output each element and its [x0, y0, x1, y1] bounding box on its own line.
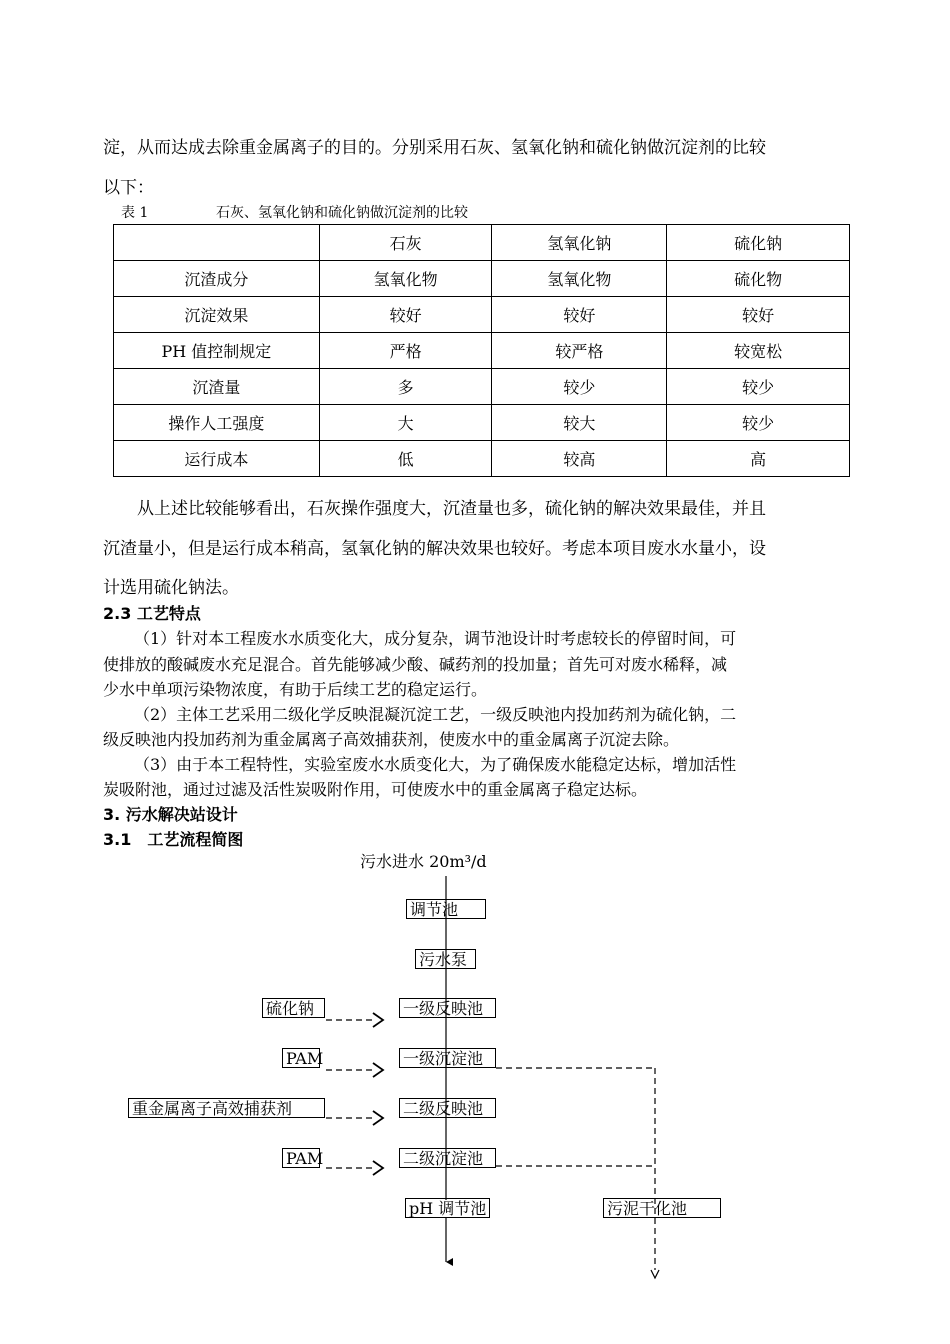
pump-box: 污水泵: [415, 949, 476, 969]
table-cell: 高: [667, 441, 850, 477]
item-1-line-1: （1）针对本工程废水水质变化大，成分复杂，调节池设计时考虑较长的停留时间，可: [134, 629, 737, 648]
table-row-label: 沉淀效果: [114, 297, 320, 333]
table-cell: 较少: [492, 369, 667, 405]
item-1-line-2: 使排放的酸碱废水充足混合。首先能够减少酸、碱药剂的投加量；首先可对废水稀释，减: [103, 655, 728, 674]
table-header-cell: 硫化钠: [667, 225, 850, 261]
conclusion-line-2: 沉渣量小，但是运行成本稍高，氢氧化钠的解决效果也较好。考虑本项目废水水量小，设: [103, 539, 766, 559]
table-row-label: 沉渣成分: [114, 261, 320, 297]
table-header-cell: 石灰: [319, 225, 492, 261]
table-cell: 硫化物: [667, 261, 850, 297]
adjust-tank-box: 调节池: [406, 899, 486, 919]
table-cell: 氢氧化物: [492, 261, 667, 297]
table-cell: 低: [319, 441, 492, 477]
conclusion-line-3: 计选用硫化钠法。: [103, 578, 239, 598]
dose-arrowhead-1: [373, 1013, 383, 1027]
table-cell: 较好: [319, 297, 492, 333]
table-cell: 较宽松: [667, 333, 850, 369]
table-row-label: PH 值控制规定: [114, 333, 320, 369]
item-3-line-1: （3）由于本工程特性，实验室废水水质变化大，为了确保废水能稳定达标，增加活性: [134, 755, 737, 774]
table-row-label: 运行成本: [114, 441, 320, 477]
table-cell: 较少: [667, 405, 850, 441]
table-cell: 较好: [667, 297, 850, 333]
settler-1-box: 一级沉淀池: [399, 1048, 496, 1068]
table-header-cell: 氢氧化钠: [492, 225, 667, 261]
section-heading-3-1: 3.1 工艺流程简图: [103, 830, 244, 849]
section-heading-3: 3. 污水解决站设计: [103, 805, 238, 824]
intro-line-1: 淀，从而达成去除重金属离子的目的。分别采用石灰、氢氧化钠和硫化钠做沉淀剂的比较: [103, 138, 766, 158]
conclusion-line-1: 从上述比较能够看出，石灰操作强度大，沉渣量也多，硫化钠的解决效果最佳，并且: [137, 499, 766, 519]
chem-heavy-metal-capture-box: 重金属离子高效捕获剂: [128, 1098, 325, 1118]
intro-line-2: 以下：: [103, 178, 154, 198]
table-cell: 大: [319, 405, 492, 441]
settler-2-box: 二级沉淀池: [399, 1148, 496, 1168]
table-cell: 严格: [319, 333, 492, 369]
sludge-tank-box: 污泥干化池: [603, 1198, 721, 1218]
chem-sodium-sulfide-box: 硫化钠: [262, 998, 325, 1018]
inflow-label: 污水进水 20m³/d: [360, 852, 487, 871]
section-heading-2-3: 2.3 工艺特点: [103, 604, 201, 623]
table-caption-title: 石灰、氢氧化钠和硫化钠做沉淀剂的比较: [216, 205, 468, 221]
table-cell: 较好: [492, 297, 667, 333]
dose-arrowhead-3: [373, 1111, 383, 1125]
ph-tank-box: pH 调节池: [405, 1198, 490, 1218]
chem-pam-box-2: PAM: [282, 1148, 320, 1168]
table-cell: 较高: [492, 441, 667, 477]
table-row-label: 沉渣量: [114, 369, 320, 405]
table-cell: 较严格: [492, 333, 667, 369]
table-cell: 较少: [667, 369, 850, 405]
table-row-label: 操作人工强度: [114, 405, 320, 441]
chem-pam-box-1: PAM: [282, 1048, 320, 1068]
table-caption-number: 表 1: [121, 205, 149, 221]
table-cell: 较大: [492, 405, 667, 441]
reactor-1-box: 一级反映池: [399, 998, 496, 1018]
dose-arrowhead-4: [373, 1161, 383, 1175]
dose-arrowhead-2: [373, 1063, 383, 1077]
sludge-arrowhead: [651, 1270, 659, 1278]
table-cell: 氢氧化物: [319, 261, 492, 297]
table-cell: 多: [319, 369, 492, 405]
reactor-2-box: 二级反映池: [399, 1098, 496, 1118]
item-1-line-3: 少水中单项污染物浓度，有助于后续工艺的稳定运行。: [103, 680, 488, 699]
item-3-line-2: 炭吸附池，通过过滤及活性炭吸附作用，可使废水中的重金属离子稳定达标。: [103, 780, 648, 799]
item-2-line-2: 级反映池内投加药剂为重金属离子高效捕获剂，使废水中的重金属离子沉淀去除。: [103, 730, 680, 749]
item-2-line-1: （2）主体工艺采用二级化学反映混凝沉淀工艺，一级反映池内投加药剂为硫化钠，二: [134, 705, 737, 724]
